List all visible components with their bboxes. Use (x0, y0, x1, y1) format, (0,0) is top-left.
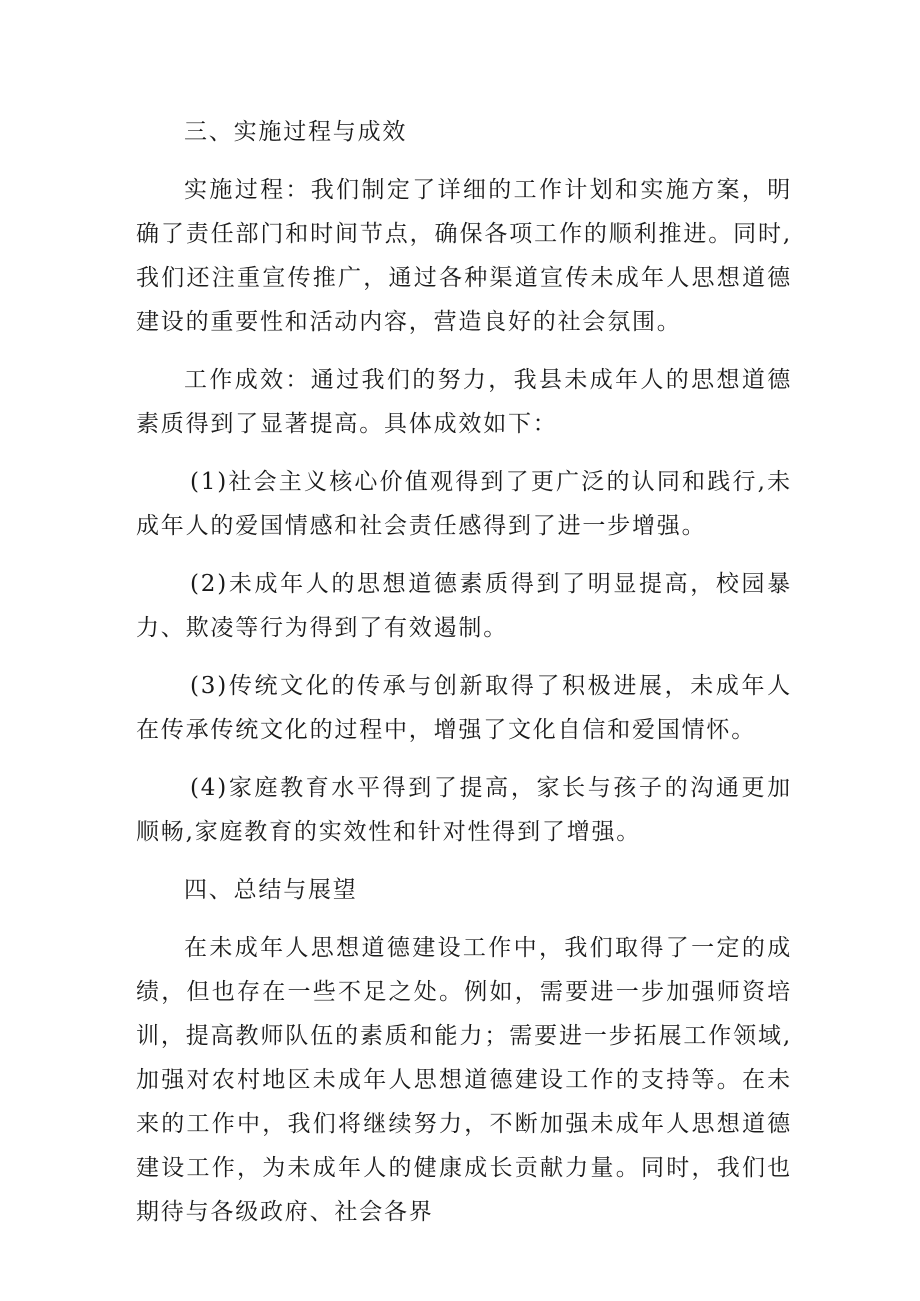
paragraph-work-results: 工作成效：通过我们的努力，我县未成年人的思想道德素质得到了显著提高。具体成效如下： (136, 367, 792, 437)
paragraph-summary: 在未成年人思想道德建设工作中，我们取得了一定的成绩，但也存在一些不足之处。例如，需要进一步加强师资培训，提高教师队伍的素质和能力；需要进一步拓展工作领域,加强对农村地区未成年人思想道德建设工作的支持等。在未来的工作中，我们将继续努力，不断加强未成年人思想道德建设工作，为未成年人的健康成长贡献力量。同时，我们也期待与各级政府、社会各界 (136, 935, 792, 1225)
result-item-1: (1)社会主义核心价值观得到了更广泛的认同和践行,未成年人的爱国情感和社会责任感得到了进一步增强。 (136, 469, 792, 539)
document-page (136, 110, 792, 1234)
result-item-3: (3)传统文化的传承与创新取得了积极进展，未成年人在传承传统文化的过程中，增强了文化自信和爱国情怀。 (136, 673, 792, 743)
paragraph-implementation-process: 实施过程：我们制定了详细的工作计划和实施方案，明确了责任部门和时间节点，确保各项工作的顺利推进。同时,我们还注重宣传推广，通过各种渠道宣传未成年人思想道德建设的重要性和活动内容，营造良好的社会氛围。 (136, 177, 792, 335)
result-item-4: (4)家庭教育水平得到了提高，家长与孩子的沟通更加顺畅,家庭教育的实效性和针对性得到了增强。 (136, 775, 792, 845)
section-heading-implementation: 三、实施过程与成效 (184, 119, 408, 145)
result-item-2: (2)未成年人的思想道德素质得到了明显提高，校园暴力、欺凌等行为得到了有效遏制。 (136, 571, 792, 641)
section-heading-summary: 四、总结与展望 (184, 877, 358, 903)
